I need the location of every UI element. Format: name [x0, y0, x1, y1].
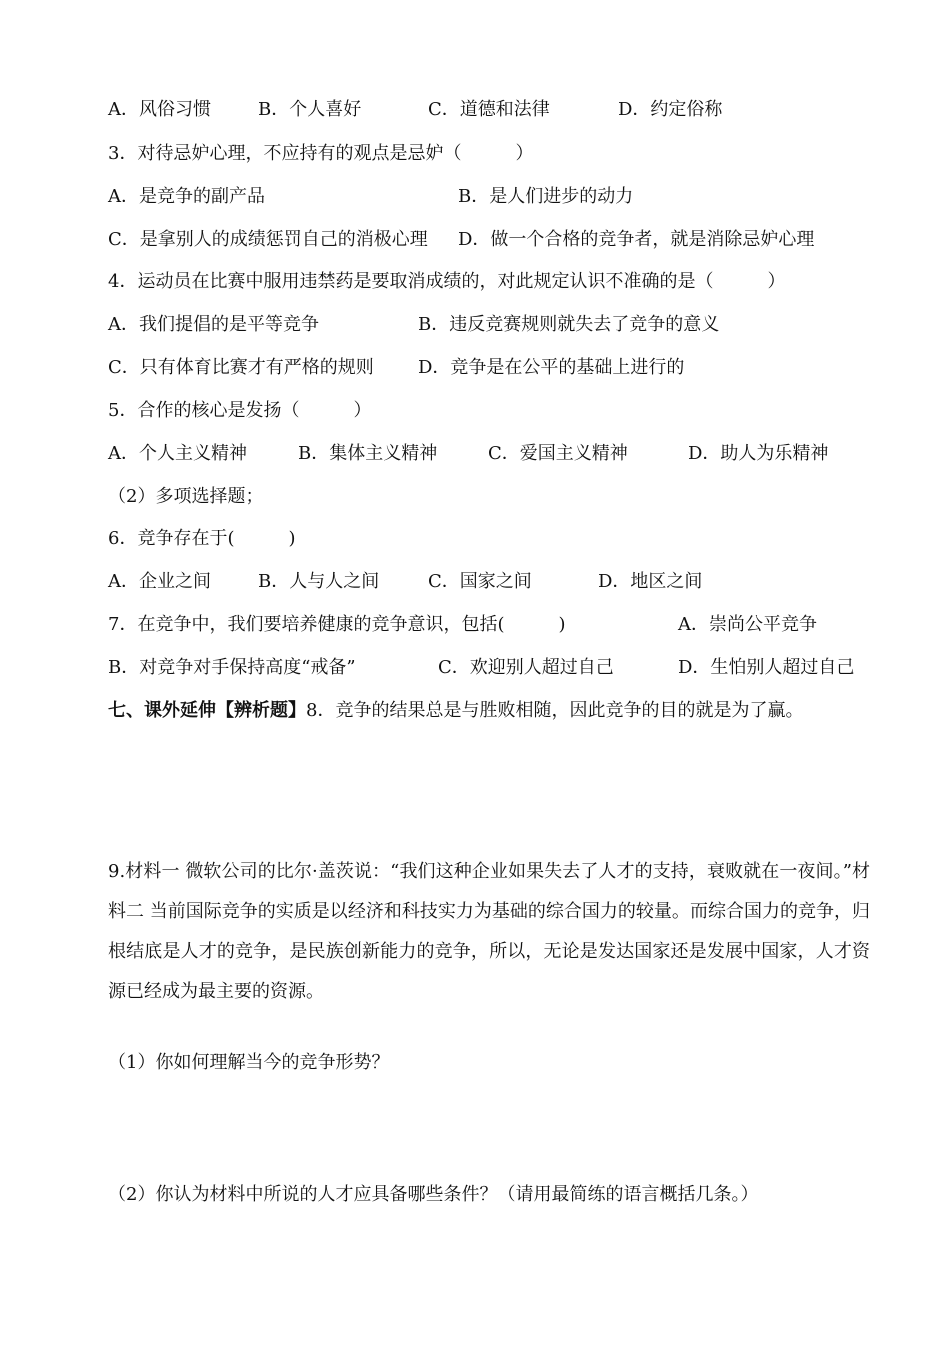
- q7-option-d: D．生怕别人超过自己: [678, 657, 855, 678]
- q9-sub1: （1）你如何理解当今的竞争形势？: [108, 1052, 390, 1073]
- q5-option-a: A．个人主义精神: [108, 443, 247, 464]
- q4-option-a: A．我们提倡的是平等竞争: [108, 314, 319, 335]
- q3-option-c: C．是拿别人的成绩惩罚自己的消极心理: [108, 229, 428, 250]
- q6-option-c: C．国家之间: [428, 571, 532, 592]
- q6-option-b: B．人与人之间: [258, 571, 380, 592]
- q6-option-d: D．地区之间: [598, 571, 703, 592]
- q3-option-a: A．是竞争的副产品: [108, 186, 265, 207]
- q9-material: 9.材料一 微软公司的比尔·盖茨说：“我们这种企业如果失去了人才的支持，衰败就在一夜间。”材料二 当前国际竞争的实质是以经济和科技实力为基础的综合国力的较量。而综合国力的竞争，归根结底是人才的竞争，是民族创新能力的竞争，所以，无论是发达国家还是发展中国家，人才资源已经成为最主要的资源。: [108, 861, 870, 1002]
- q4-stem: 4．运动员在比赛中服用违禁药是要取消成绩的，对此规定认识不准确的是（ ）: [108, 271, 786, 292]
- section-7-line: [108, 699, 803, 723]
- q2-option-b: B．个人喜好: [258, 99, 362, 120]
- q7-option-c: C．欢迎别人超过自己: [438, 657, 614, 678]
- section-7-heading: 七、课外延伸【辨析题】: [108, 700, 306, 721]
- q3-stem: 3．对待忌妒心理，不应持有的观点是忌妒（ ）: [108, 143, 534, 164]
- q7-option-a: A．崇尚公平竞争: [678, 614, 817, 635]
- q5-option-b: B．集体主义精神: [298, 443, 438, 464]
- q4-option-c: C．只有体育比赛才有严格的规则: [108, 357, 374, 378]
- multi-choice-heading: （2）多项选择题；: [108, 486, 264, 507]
- q6-option-a: A．企业之间: [108, 571, 211, 592]
- q7-option-b: B．对竞争对手保持高度“戒备”: [108, 657, 356, 678]
- q4-option-d: D．竞争是在公平的基础上进行的: [418, 357, 685, 378]
- q4-option-b: B．违反竞赛规则就失去了竞争的意义: [418, 314, 720, 335]
- q2-option-d: D．约定俗称: [618, 99, 723, 120]
- q7-stem: 7．在竞争中，我们要培养健康的竞争意识，包括( ): [108, 614, 566, 635]
- q8-text: 8．竞争的结果总是与胜败相随，因此竞争的目的就是为了赢。: [306, 700, 804, 721]
- q2-option-a: A．风俗习惯: [108, 99, 211, 120]
- q3-option-d: D．做一个合格的竞争者，就是消除忌妒心理: [458, 229, 815, 250]
- q2-option-c: C．道德和法律: [428, 99, 550, 120]
- q3-option-b: B．是人们进步的动力: [458, 186, 634, 207]
- q9-sub2: （2）你认为材料中所说的人才应具备哪些条件？（请用最简练的语言概括几条。）: [108, 1184, 759, 1205]
- q5-option-c: C．爱国主义精神: [488, 443, 628, 464]
- q5-stem: 5．合作的核心是发扬（ ）: [108, 400, 372, 421]
- q6-stem: 6．竞争存在于( ): [108, 528, 296, 549]
- q5-option-d: D．助人为乐精神: [688, 443, 829, 464]
